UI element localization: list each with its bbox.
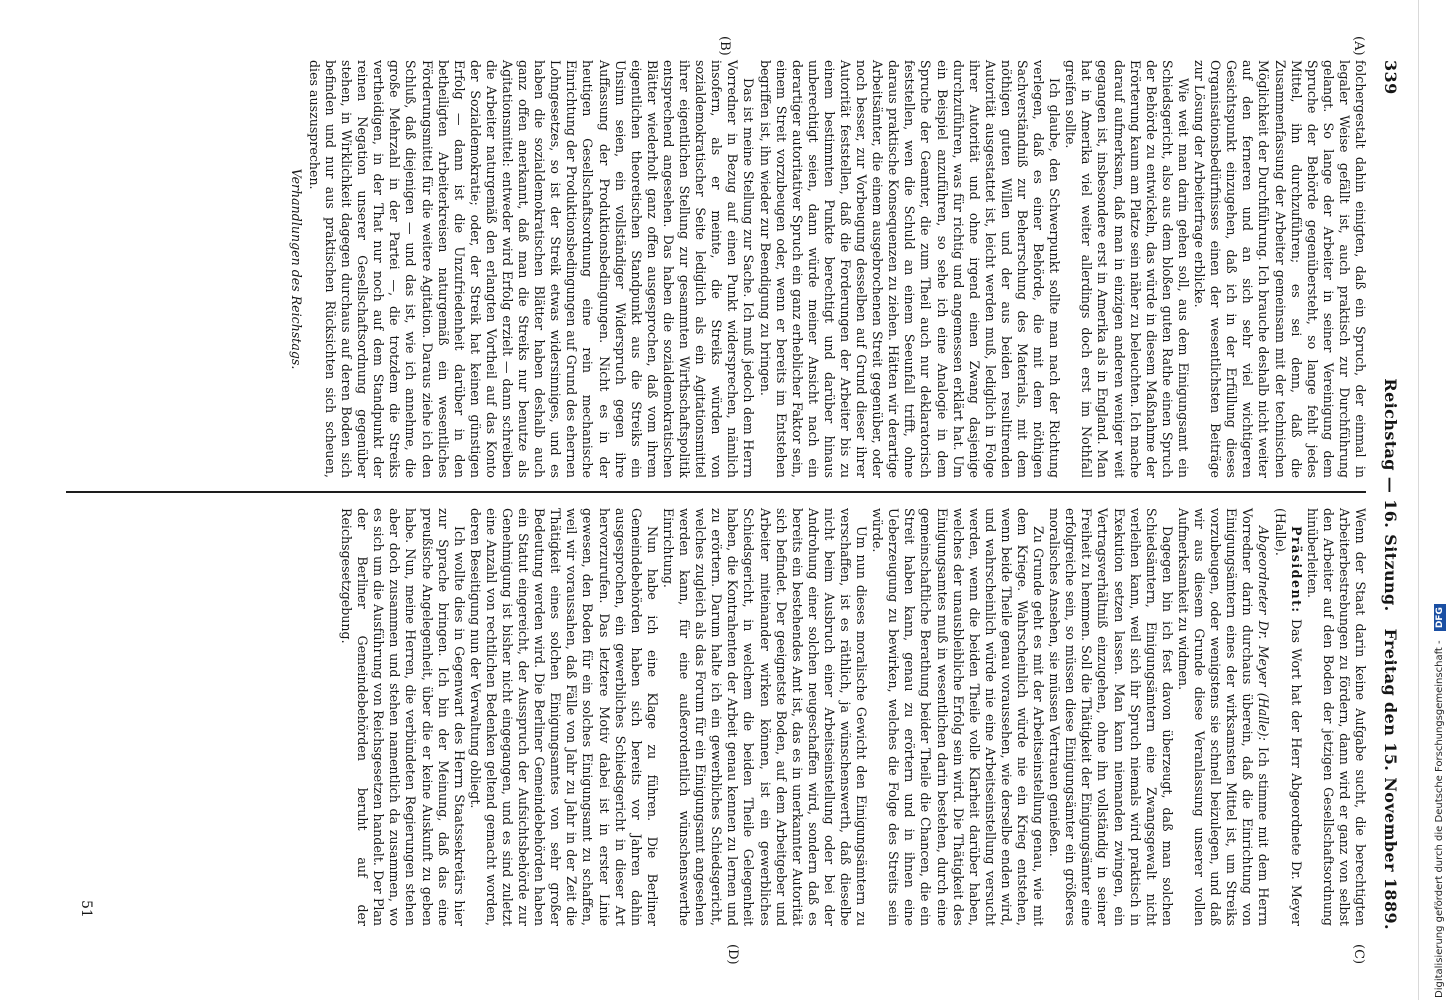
- margin-marker-a: (A): [1351, 36, 1366, 56]
- credit-text: Digitalisierung gefördert durch die Deutsche Forschungsgemeinschaft -: [1434, 640, 1445, 998]
- speaker-text: Das Wort hat der Herr Abgeordnete Dr. Meyer (Halle).: [1272, 508, 1304, 926]
- page-header: [1374, 60, 1402, 930]
- speech-paragraph: [1175, 508, 1272, 926]
- paragraph: Ich wollte dies in Gegenwart des Herrn Staatssekretärs hier zur Sprache bringen. Ich bin der Meinung, daß das eine preußische Angelegenheit, über die er keine Auskunft zu geben habe. Nun, meine Herren, die verbündeten Regierungen stehen aber doch zusammen und stehen namentlich da zusammen, wo es sich um die Ausführung von Reichsgesetzen handelt. Der Plan der Berliner Gemeindebehörden beruht auf der Reichsgesetzgebung.: [339, 508, 467, 926]
- footer-notice: Verhandlungen des Reichstags.: [288, 168, 304, 370]
- paragraph: Wenn der Staat darin keine Aufgabe sucht, die berechtigten Arbeiterbestrebungen zu fördern, dann wird er ganz von selbst den Arbeiter auf den Boden der jetzigen Gesellschaftsordnung hinüberleiten.: [1304, 508, 1368, 926]
- dfg-logo: DFG: [1434, 604, 1446, 631]
- margin-marker-c: (C): [1351, 944, 1366, 965]
- speaker-text: Ich stimme mit dem Herrn Vorredner darin durchaus überein, daß die Einrichtung von Einigungsämtern eines der wirksamsten Mittel ist, um Streiks vorzubeugen, oder wenigstens sie schnell beizulegen, und daß wir aus diesem Grunde diese Veranlassung unserer vollen Aufmerksamkeit zu widmen.: [1175, 508, 1272, 926]
- speaker-label: Abgeordneter Dr. Meyer (Halle):: [1256, 526, 1272, 741]
- digitization-credit: [1433, 8, 1447, 998]
- left-column: [68, 60, 1368, 478]
- margin-marker-b: (B): [717, 36, 732, 56]
- paragraph: Ich glaube, den Schwerpunkt sollte man nach der Richtung verlegen, daß es einer Behörde, die mit dem nöthigen Sachverständniß zur Beherrschung des Materials, mit dem nöthigen guten Willen und der aus beiden resultirenden Autorität ausgestattet ist, leicht werden muß, lediglich in Folge ihrer Autorität und ohne irgend einen Zwang dasjenige durchzuführen, was für richtig und angemessen erklärt hat. Um ein Beispiel anzuführen, so sehe ich eine Analogie in dem Spruche der Geamter, die zum Theil auch nur deklaratorisch feststellen, wen die Schuld an einem Seeunfall trifft, ohne daraus praktische Konsequenzen zu ziehen. Hätten wir derartige Arbeitsämter, die einem ausgebrochenen Streit gegenüber, oder noch besser, zur Vorbeugung desselben auf Grund dieser ihrer Autorität feststellen, daß die Forderungen der Arbeiter bis zu einem bestimmten Punkte berechtigt und darüber hinaus unberechtigt seien, dann würde meiner Ansicht nach ein derartiger autoritativer Spruch ein ganz erheblicher Faktor sein, einem Streit vorzubeugen oder, wenn er bereits im Entstehen begriffen ist, ihn wieder zur Beendigung zu bringen.: [757, 60, 1063, 478]
- column-divider: [66, 491, 1366, 493]
- page-date: Freitag den 15. November 1889.: [1381, 628, 1400, 930]
- margin-marker-d: (D): [725, 944, 740, 965]
- paragraph: Das ist meine Stellung zur Sache. Ich muß jedoch dem Herrn Vorredner in Bezug auf einen Punkt widersprechen, nämlich insofern, als er meinte, die Streiks würden von sozialdemokratischer Seite lediglich als ein Agitationsmittel ihrer eigentlichen Stellung zur gesammten Wirthschaftspolitik entsprechend angesehen. Das haben die sozialdemokratischen Blätter wiederholt ganz offen ausgesprochen, daß vom ihrem eigentlichen theoretischen Standpunkt aus die Streiks ein Unsinn seien, ein vollständiger Widerspruch gegen ihre Auffassung der Produktionsbedingungen. Nicht es in der heutigen Gesellschaftsordnung eine rein mechanische Einrichtung der Produktionsbedingungen auf Grund des ehernen Lohngesetzes, so ist der Streik etwas widersinniges, und es haben die sozialdemokratischen Blätter haben deshalb auch ganz offen anerkannt, daß man die Streiks nur benutze als Agitationsmittel: entweder wird Erfolg erzielt — dann schreiben die Arbeiter naturgemäß den erlangten Vortheil auf das Konto der Sozialdemokratie; oder, der Streik hat keinen günstigen Erfolg — dann ist die Unzufriedenheit darüber in den betheiligten Arbeiterkreisen naturgemäß ein wesentliches Förderungsmittel für die weitere Agitation. Daraus ziehe ich den Schluß, daß diejenigen — und das ist, wie ich annehme, die große Mehrzahl in der Partei —, die trotzdem die Streiks vertheidigen, in der That nur noch auf dem Standpunkt der reinen Negation unserer Gesellschaftsordnung gegenüber stehen, in Wirklichkeit dagegen durchaus auf deren Boden sich befinden und nur aus praktischen Rücksichten sich scheuen, dies auszusprechen.: [306, 60, 757, 478]
- president-paragraph: [1271, 508, 1303, 926]
- right-column: [68, 508, 1368, 926]
- paragraph: Nun habe ich eine Klage zu führen. Die Berliner Gemeindebehörden haben sich bereits vor Jahren dahin ausgesprochen, ein gewerbliches Schiedsgericht in dieser Art hervorzurufen. Das letztere Motiv dabei ist in erster Linie gewesen, den Boden für ein solches Einigungsamt zu schaffen, weil wir voraussahen, daß Fälle von Jahr zu Jahr in der Zeit die Thätigkeit eines solchen Einigungsamtes von sehr großer Bedeutung werden wird. Die Berliner Gemeindebehörden haben ein Statut eingereicht, der Ausspruch der Aufsichtsbehörde zur Genehmigung ist bisher nicht eingegangen, und es sind zuletzt eine Anzahl von rechtlichen Bedenken geltend gemacht worden, deren Beseitigung nun der Verwaltung obliegt.: [467, 508, 660, 926]
- digitization-sidebar: [1418, 0, 1445, 1000]
- page-number-header: 339: [1381, 60, 1400, 95]
- paragraph: Um nun dieses moralische Gewicht den Einigungsämtern zu verschaffen, ist es räthlich, ja wünschenswerth, daß dieselbe nicht beim Ausbruch einer Arbeitseinstellung oder bei der Androhung einer solchen neugeschaffen wird, sondern daß es bereits ein bestehendes Amt ist, das es in unerkannter Autorität sich befindet. Der geeignetste Boden, auf dem Arbeitgeber und Arbeiter miteinander wirken können, ist ein gewerbliches Schiedsgericht, in welchem die beiden Theile Gelegenheit haben, die Kontrahenten der Arbeit genau kennen zu lernen und zu erörtern. Darum halte ich ein gewerbliches Schiedsgericht, welches zugleich als das Forum für ein Einigungsamt angesehen werden kann, für eine außerordentlich wünschenswerthe Einrichtung.: [660, 508, 870, 926]
- paragraph: Zu Grunde geht es mit der Arbeitseinstellung genau, wie mit dem Kriege. Wahrscheinlich würde nie ein Krieg entstehen, wenn beide Theile genau voraussehen, wie derselbe enden wird, und wahrscheinlich würde nie eine Arbeitseinstellung versucht werden, wenn die beiden Theile volle Klarheit darüber haben, welches der unausbleibliche Erfolg sein wird. Die Thätigkeit des Einigungsamtes muß in wesentlichen darin bestehen, durch eine gemeinschaftliche Berathung beider Theile die Chancen, die ein Streit haben kann, genau zu erörtern und in ihnen eine Ueberzeugung zu bewirken, welches die Folge des Streits sein würde.: [870, 508, 1047, 926]
- paragraph: Dagegen bin ich fest davon überzeugt, daß man solchen Schiedsämtern, Einigungsämtern eine Zwangsgewalt nicht verleihen kann, weil sich ihr Spruch niemals wird praktisch in Exekution setzen lassen. Man kann niemanden zwingen, ein Vertragsverhältniß einzugehen, ohne ihn vollständig in seiner Freiheit zu hemmen. Soll die Thätigkeit der Einigungsämter eine erfolgreiche sein, so müssen diese Einigungsämter ein größeres moralisches Ansehen, sie müssen Vertrauen genießen.: [1047, 508, 1175, 926]
- page-title: Reichstag — 16. Sitzung.: [1381, 378, 1400, 612]
- paragraph: Wie weit man darin gehen soll, aus dem Einigungsamt ein Schiedsgericht, also aus dem bloßen guten Rathe einen Spruch der Behörde zu entwickeln, das würde in diesem Maßnahme der Erörterung kaum am Platze sein näher zu beleuchten. Ich mache darauf aufmerksam, daß man in einzigen anderen weniger weit gegangen ist, insbesondere erst in Amerika als in England. Man hat in Amerika viel weiter allerdings doch erst im Nothfall greifen sollte.: [1063, 60, 1191, 478]
- scanned-page: [46, 0, 1416, 1000]
- paragraph: folchergestalt dahin einigten, daß ein Spruch, der einmal in legaler Weise gefällt ist, auch praktisch zur Durchführung gelangt. So lange der Arbeiter in seiner Vereinigung dem Spruche der Behörde gegenübersteht, so lange fehlt jedes Mittel, ihn durchzuführen; es sei denn, daß die Zusammenfassung der Arbeiter gemeinsam mit der technischen Möglichkeit der Durchführung. Ich brauche deshalb nicht weiter auf den ferneren und an sich sehr viel wichtigeren Gesichtspunkt einzugehen, daß ich in der Erfüllung dieses Organisationsbedürfnisses einen der wesentlichsten Beiträge zur Lösung der Arbeiterfrage erblicke.: [1192, 60, 1368, 478]
- speaker-label: Präsident:: [1288, 526, 1304, 614]
- sheet-number: 51: [78, 900, 94, 918]
